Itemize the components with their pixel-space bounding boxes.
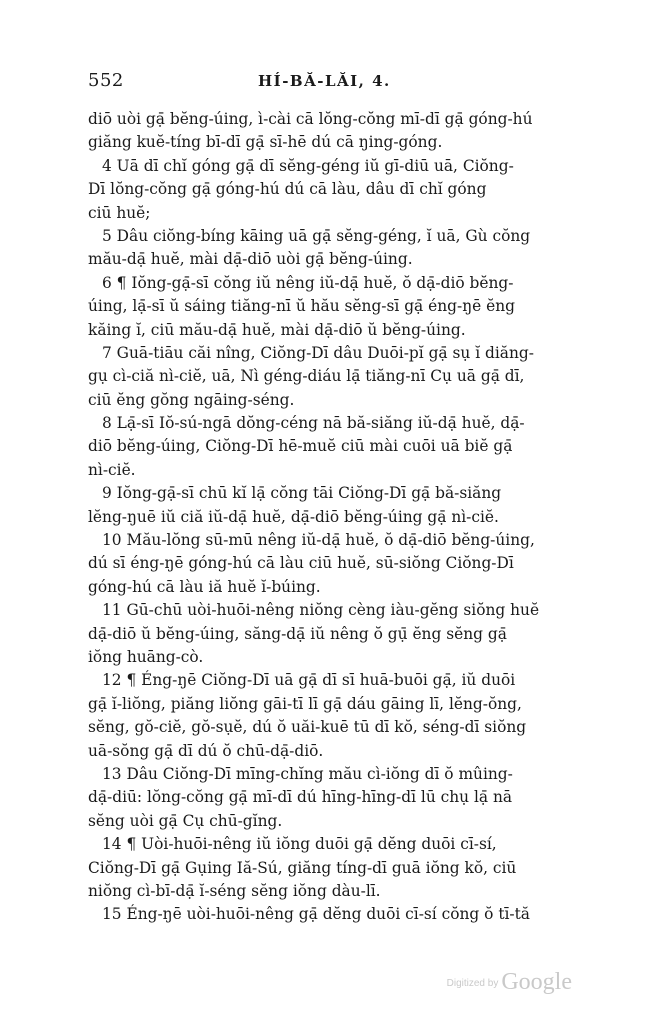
text-line: dú sī éng-ŋē góng-hú cā làu ciū huĕ, sū-siŏng Ciŏng-Dī (88, 554, 514, 573)
text-line: 8 Lạ̄-sī Iŏ-sú-ngā dŏng-céng nā bă-siăng iŭ-dạ̄ huĕ, dạ̄- (102, 414, 525, 433)
text-line: dạ̄-diō ŭ bĕng-úing, săng-dạ̄ iŭ nêng ŏ gụ̄ ĕng sĕng gạ̄ (88, 624, 507, 643)
text-line: 10 Mău-lŏng sū-mū nêng iŭ-dạ̄ huĕ, ŏ dạ̄-diō bĕng-úing, (102, 531, 535, 550)
watermark-caption: Digitized by (446, 978, 499, 989)
text-line: kăing ĭ, ciū mău-dạ̄ huĕ, mài dạ̄-diō ŭ bĕng-úing. (88, 320, 466, 339)
text-line: 11 Gū-chū uòi-huōi-nêng niŏng cèng iàu-gĕng siŏng huĕ (102, 601, 540, 620)
text-line: ciū huĕ; (88, 203, 151, 222)
text-line: Ciŏng-Dī gạ̄ Gụing Iă-Sú, giăng tíng-dī guā iŏng kŏ, ciū (88, 858, 517, 877)
text-line: sĕng uòi gạ̄ Cụ chū-gĭng. (88, 811, 283, 830)
text-line: 13 Dâu Ciŏng-Dī mīng-chĭng mău cì-iŏng dī ŏ mûing- (102, 764, 513, 783)
text-line: ciū ĕng gŏng ngāing-séng. (88, 390, 295, 409)
watermark-logo: Google (501, 969, 572, 995)
text-line: 9 Iŏng-gạ̄-sī chū kĭ lạ̄ cŏng tāi Ciŏng-Dī gạ̄ bă-siăng (102, 484, 502, 503)
text-line: diō uòi gạ̄ bĕng-úing, ì-cài cā lŏng-cŏng mī-dī gạ̄ góng-hú (88, 110, 533, 128)
page-header (88, 70, 598, 96)
text-line: sĕng, gŏ-ciĕ, gŏ-sụĕ, dú ŏ uăi-kuē tū dī kŏ, séng-dī siŏng (88, 718, 527, 737)
text-line: lĕng-ŋuē iŭ ciă iŭ-dạ̄ huĕ, dạ̄-diō bĕng-úing gạ̄ nì-ciĕ. (88, 507, 499, 526)
running-title: HÍ-BĂ-LĂI, 4. (258, 72, 391, 90)
text-line: nì-ciĕ. (88, 460, 136, 479)
text-line: 4 Uā dī chĭ góng gạ̄ dī sĕng-géng iŭ gī-diū uā, Ciŏng- (102, 156, 514, 175)
text-line: 15 Éng-ŋē uòi-huōi-nêng gạ̄ dĕng duōi cī-sí cŏng ŏ tī-tă (102, 905, 530, 924)
text-line: 12 ¶ Éng-ŋē Ciŏng-Dī uā gạ̄ dī sī huā-buōi gạ̄, iŭ duōi (102, 671, 516, 690)
text-line: mău-dạ̄ huĕ, mài dạ̄-diō uòi gạ̄ bĕng-úing. (88, 250, 413, 269)
text-line: gụ cì-ciă nì-ciĕ, uā, Nì géng-diáu lạ̄ tiăng-nī Cụ uā gạ̄ dī, (88, 367, 525, 386)
text-line: niŏng cì-bī-dạ̄ ĭ-séng sĕng iŏng dàu-lī. (88, 881, 381, 900)
text-line: góng-hú cā làu iă huĕ ĭ-búing. (88, 577, 321, 596)
text-line: 5 Dâu ciŏng-bíng kāing uā gạ̄ sĕng-géng, ĭ uā, Gù cŏng (102, 226, 531, 245)
text-line: dạ̄-diū: lŏng-cŏng gạ̄ mī-dī dú hīng-hīng-dī lū chụ lạ̄ nā (88, 788, 513, 807)
text-line: 6 ¶ Iŏng-gạ̄-sī cŏng iŭ nêng iŭ-dạ̄ huĕ, ŏ dạ̄-diō bĕng- (102, 273, 514, 292)
text-line: úing, lạ̄-sī ŭ sáing tiăng-nī ŭ hău sĕng-sī gạ̄ éng-ŋē ĕng (88, 297, 515, 316)
text-line: uā-sŏng gạ̄ dī dú ŏ chū-dạ̄-diō. (88, 741, 324, 760)
google-watermark (447, 969, 572, 996)
text-line: gạ̄ ĭ-liŏng, piăng liŏng gāi-tī lī gạ̄ dáu gāing lī, lĕng-ŏng, (88, 694, 522, 713)
page-number: 552 (88, 70, 124, 91)
text-line: iŏng huāng-cò. (88, 647, 204, 666)
body-text (88, 108, 598, 927)
text-line: diō bĕng-úing, Ciŏng-Dī hē-muĕ ciū mài cuōi uā biĕ gạ̄ (88, 437, 513, 456)
text-line: 7 Guā-tiāu căi nîng, Ciŏng-Dī dâu Duōi-pĭ gạ̄ sụ ĭ diăng- (102, 343, 534, 362)
text-line: Dī lŏng-cŏng gạ̄ góng-hú dú cā làu, dâu dī chĭ góng (88, 180, 487, 199)
text-line: giăng kuĕ-tíng bī-dī gạ̄ sī-hē dú cā ŋing-góng. (88, 133, 443, 152)
text-line: 14 ¶ Uòi-huōi-nêng iŭ iŏng duōi gạ̄ dĕng duōi cī-sí, (102, 835, 497, 854)
